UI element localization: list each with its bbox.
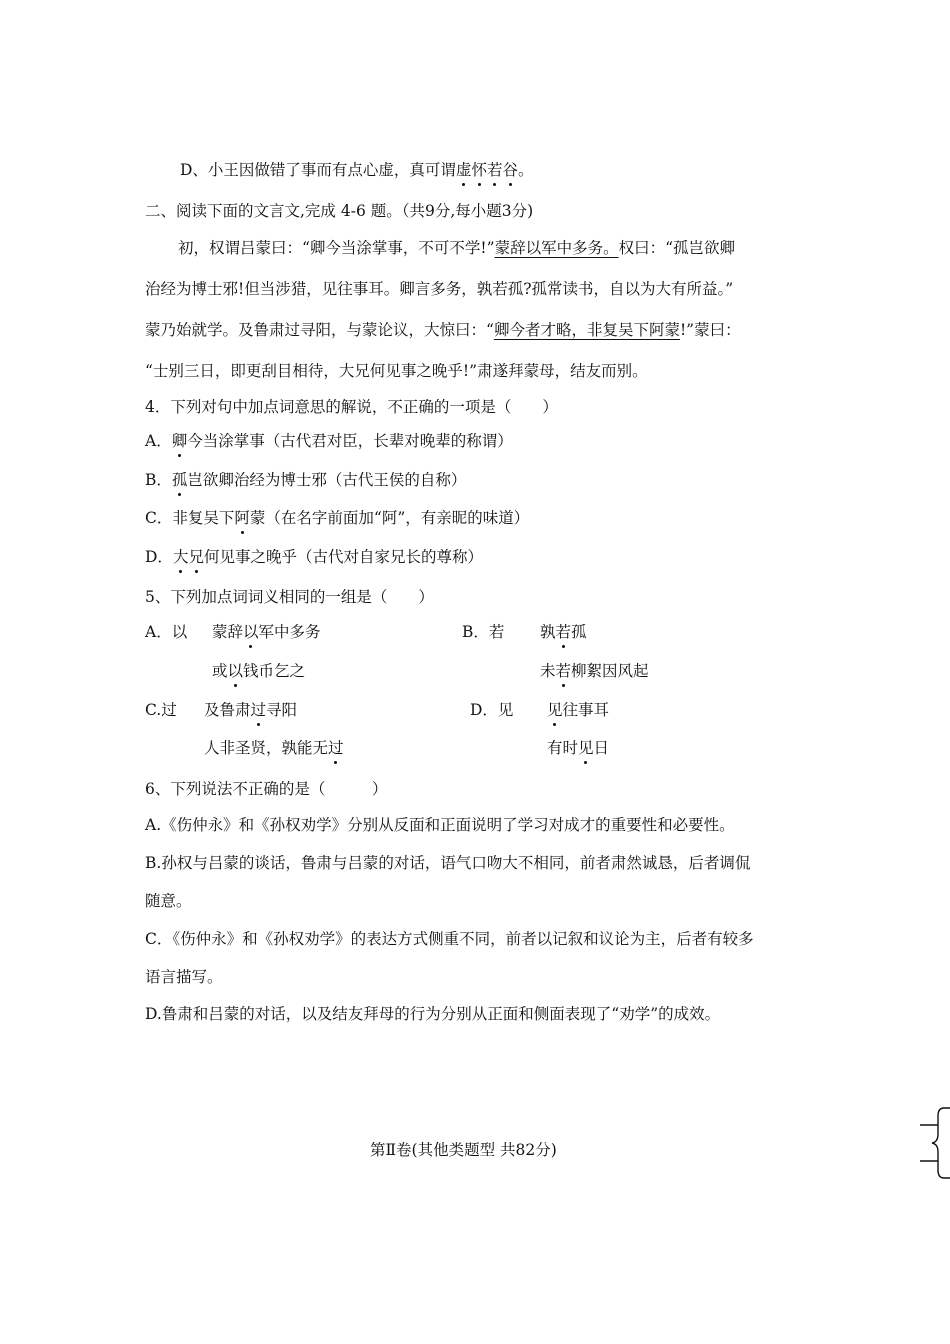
q5-option-b-line-2: 未若柳絮因风起 — [540, 662, 649, 680]
q5-option-d-line-2: 有时见日 — [547, 739, 610, 757]
dotted-char: 卿 — [171, 432, 188, 450]
q6-stem: 6、下列说法不正确的是（ ） — [145, 780, 388, 798]
dotted-char: 孤 — [171, 471, 188, 489]
underlined-sentence: 卿今者才略，非复吴下阿蒙 — [493, 321, 680, 339]
dotted-char: 怀 — [471, 161, 487, 179]
q4-stem: 4．下列对句中加点词意思的解说，不正确的一项是（ ） — [145, 398, 558, 416]
q5-option-a-line-1: 蒙辞以军中多务 — [212, 623, 321, 641]
passage-line-1: 初，权谓吕蒙曰：“卿今当涂掌事，不可不学!”蒙辞以军中多务。权曰：“孤岂欲卿 — [178, 239, 736, 257]
q6-option-b-line-1: B.孙权与吕蒙的谈话，鲁肃与吕蒙的对话，语气口吻大不相同，前者肃然诚恳，后者调侃 — [145, 854, 751, 872]
dotted-char: 过 — [328, 739, 344, 757]
dotted-char: 见 — [578, 739, 594, 757]
volume-title: 第Ⅱ卷(其他类题型 共82分) — [370, 1141, 557, 1159]
q6-option-d: D.鲁肃和吕蒙的对话，以及结友拜母的行为分别从正面和侧面表现了“劝学”的成效。 — [145, 1005, 721, 1023]
dotted-char: 若 — [555, 623, 572, 641]
underlined-sentence: 蒙辞以军中多务。 — [494, 239, 619, 257]
q6-option-b-line-2: 随意。 — [145, 892, 192, 910]
q5-option-b-label: B．若 — [462, 623, 505, 641]
q4-option-b: B．孤岂欲卿治经为博士邪（古代王侯的自称） — [145, 471, 467, 489]
q6-option-c-line-1: C．《伤仲永》和《孙权劝学》的表达方式侧重不同，前者以记叙和议论为主，后者有较多 — [145, 930, 754, 948]
q5-option-c-label: C.过 — [145, 701, 177, 719]
q6-option-c-line-2: 语言描写。 — [145, 968, 223, 986]
q5-option-a-line-2: 或以钱币乞之 — [212, 662, 306, 680]
q5-option-c-line-1: 及鲁肃过寻阳 — [204, 701, 298, 719]
dotted-char: 虚 — [455, 161, 472, 179]
passage-line-4: “士别三日，即更刮目相待，大兄何见事之晚乎!”肃遂拜蒙母，结友而别。 — [145, 362, 648, 380]
q5-stem: 5、下列加点词词义相同的一组是（ ） — [145, 588, 434, 606]
passage-line-3: 蒙乃始就学。及鲁肃过寻阳，与蒙论议，大惊曰：“卿今者才略，非复吴下阿蒙!”蒙曰： — [145, 321, 741, 339]
dotted-char: 若 — [555, 662, 572, 680]
q4-option-a: A．卿今当涂掌事（古代君对臣，长辈对晚辈的称谓） — [145, 432, 513, 450]
q5-option-d-label: D．见 — [470, 701, 514, 719]
dotted-char: 若 — [486, 161, 503, 179]
q5-option-a-label: A．以 — [145, 623, 188, 641]
dotted-char: 见 — [547, 701, 563, 719]
q3-option-d: D、小王因做错了事而有点心虚，真可谓虚怀若谷。 — [180, 161, 534, 179]
dotted-char: 阿 — [234, 509, 250, 527]
q5-option-c-line-2: 人非圣贤，孰能无过 — [204, 739, 344, 757]
dotted-char: 谷 — [502, 161, 518, 179]
q5-option-d-line-1: 见往事耳 — [547, 701, 610, 719]
section-heading: 二、阅读下面的文言文,完成 4-6 题。（共9分,每小题3分) — [145, 202, 534, 220]
dotted-char: 以 — [243, 623, 259, 641]
passage-line-2: 治经为博士邪!但当涉猎，见往事耳。卿言多务，孰若孤?孤常读书，自以为大有所益。” — [145, 280, 734, 298]
q4-option-d: D．大兄何见事之晚乎（古代对自家兄长的尊称） — [145, 548, 483, 566]
dotted-char: 兄 — [188, 548, 204, 566]
dotted-char: 过 — [250, 701, 267, 719]
dotted-char: 大 — [172, 548, 189, 566]
q4-option-c: C．非复吴下阿蒙（在名字前面加“阿”，有亲昵的味道） — [145, 509, 530, 527]
binding-brace-mark — [918, 1104, 950, 1182]
q5-option-b-line-1: 孰若孤 — [540, 623, 587, 641]
q6-option-a: A.《伤仲永》和《孙权劝学》分别从反面和正面说明了学习对成才的重要性和必要性。 — [145, 816, 735, 834]
dotted-char: 以 — [227, 662, 244, 680]
